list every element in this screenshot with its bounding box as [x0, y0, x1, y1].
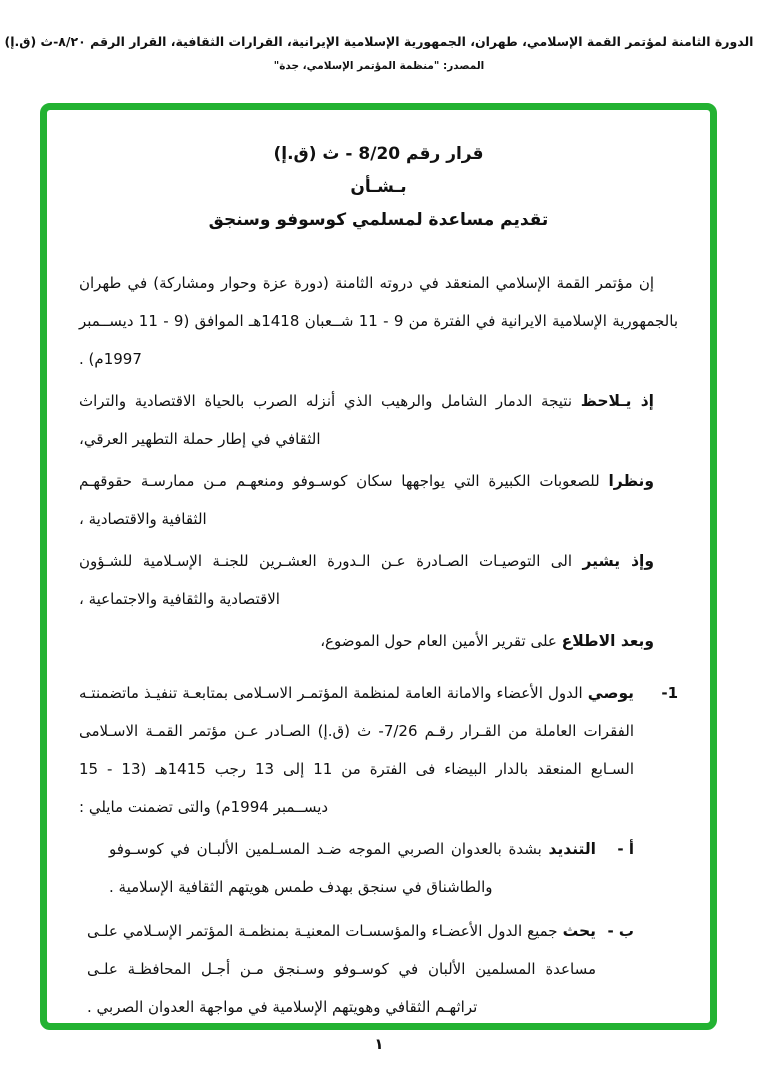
paragraph-lead: ونظرا: [608, 472, 654, 490]
subitem-text: جميع الدول الأعضـاء والمؤسسـات المعنيـة بمنظمـة المؤتمر الإسـلامي علـى مساعدة المسلمين الألبان في كوسـوفو وسـنجق مـن أجـل المحافظـة علـى تراثهـم الثقافي وهويتهم الإسلامية في مواجهة العدوان الصربي .: [87, 922, 596, 1016]
preamble-paragraph-session: [79, 264, 678, 378]
numbered-item-1: [79, 674, 678, 1030]
preamble-paragraph-considering: [79, 462, 678, 538]
paragraph-text: للصعوبات الكبيرة التي يواجهها سكان كوسـوفو ومنعهـم مـن ممارسـة حقوقهـم الثقافية والاقتصادية ،: [79, 472, 609, 528]
preamble-paragraph-recalling: [79, 542, 678, 618]
subitem-lead: التنديد: [548, 840, 596, 858]
resolution-regarding: بـشـأن: [350, 177, 407, 197]
page-header: [0, 34, 758, 72]
item-text: الدول الأعضاء والامانة العامة لمنظمة المؤتمـر الاسـلامى بمتابعـة تنفيـذ ماتضمنتـه الفقرات العاملة من القـرار رقـم 7/26- ث (ق.إ) الصـادر عـن مؤتمر القمـة الاسـلامى السـابع المنعقد بالدار البيضاء فى الفترة من 11 إلى 13 رجب 1415هـ (13 - 15 ديســمبر 1994م) والتى تضمنت مايلي :: [79, 684, 635, 816]
subitem-lead: يحث: [562, 922, 596, 940]
item-lead: يوصي: [587, 684, 634, 702]
preamble-paragraph-noting: [79, 382, 678, 458]
resolution-title-block: [79, 138, 678, 237]
header-session-line: الدورة الثامنة لمؤتمر القمة الإسلامي، طهران، الجمهورية الإسلامية الإيرانية، القرارات الثقافية، القرار الرقم ٨/٢٠-ث (ق.إ): [4, 34, 754, 49]
subitem-a: [79, 830, 634, 910]
page-number: ١: [374, 1035, 384, 1053]
header-source-line: المصدر: "منظمة المؤتمر الإسلامي، جدة": [273, 60, 485, 72]
subitem-a-paragraph: [109, 830, 596, 906]
paragraph-text: على تقرير الأمين العام حول الموضوع،: [320, 632, 562, 650]
item-number-marker: 1-: [661, 684, 678, 702]
subitem-a-marker: أ -: [617, 840, 634, 858]
subitem-b-paragraph: [87, 912, 596, 1026]
paragraph-lead: وبعد الاطلاع: [561, 632, 654, 650]
paragraph-text: الى التوصيـات الصـادرة عـن الـدورة العشـرين للجنـة الإسـلامية للشـؤون الاقتصادية والثقافية والاجتماعية ،: [79, 552, 583, 608]
subitem-b-marker: ب -: [607, 922, 634, 940]
paragraph-text: إن مؤتمر القمة الإسلامي المنعقد في دروته الثامنة (دورة عزة وحوار ومشاركة) في طهران بالجمهورية الإسلامية الايرانية في الفترة من 9 - 11 شــعبان 1418هـ الموافق (9 - 11 ديســمبر 1997م) .: [79, 274, 678, 368]
paragraph-lead: وإذ يشير: [582, 552, 654, 570]
resolution-number: قرار رقم 8/20 - ث (ق.إ): [273, 144, 484, 164]
subitem-text: بشدة بالعدوان الصربي الموجه ضـد المسـلمين الألبـان في كوسـوفو والطاشناق في سنجق بهدف طمس هويتهم الثقافية الإسلامية .: [109, 840, 549, 896]
subitem-b: [79, 912, 634, 1030]
item-paragraph: [79, 674, 634, 826]
item-body: [79, 674, 634, 1030]
document-border-frame: [40, 103, 717, 1030]
paragraph-lead: إذ يـلاحظ: [580, 392, 655, 410]
paragraph-text: نتيجة الدمار الشامل والرهيب الذي أنزله الصرب بالحياة الاقتصادية والتراث الثقافي في إطار حملة التطهير العرقي،: [79, 392, 581, 448]
preamble-paragraph-having-reviewed: [79, 622, 678, 660]
resolution-subject: تقديم مساعدة لمسلمي كوسوفو وسنجق: [208, 210, 549, 230]
